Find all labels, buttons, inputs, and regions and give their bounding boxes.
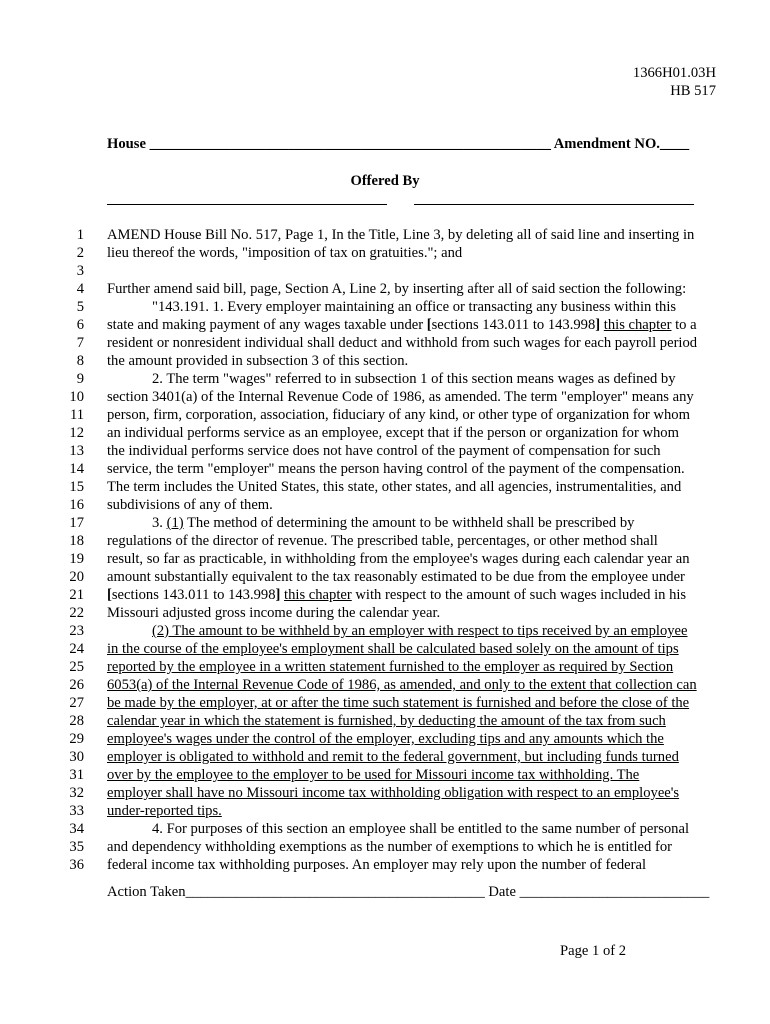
line-number: 4 (76, 281, 84, 297)
text-segment: sections 143.011 to 143.998 (111, 587, 276, 603)
line-text (107, 424, 679, 442)
text-line (0, 352, 770, 370)
line-number: 19 (69, 551, 84, 567)
text-segment: person, firm, corporation, association, fiduciary of any kind, or other type of organization for whom (107, 407, 690, 423)
line-text (107, 856, 646, 874)
text-line (0, 712, 770, 730)
text-line (0, 748, 770, 766)
text-segment: The term includes the United States, this state, other states, and all agencies, instrumentalities, and (107, 479, 682, 495)
sponsor-signature-line-2 (414, 204, 694, 205)
inserted-text: (2) The amount to be withheld by an employer with respect to tips received by an employee (152, 623, 688, 639)
offered-by-heading: Offered By (350, 173, 420, 189)
house-blank: _______________________________________________________ (149, 136, 551, 152)
inserted-text: employer shall have no Missouri income tax withholding obligation with respect to an employee's (107, 785, 680, 801)
text-line (0, 532, 770, 550)
text-segment: federal income tax withholding purposes. An employer may rely upon the number of federal (107, 857, 646, 873)
inserted-text: this chapter (603, 317, 672, 333)
line-number: 10 (69, 389, 84, 405)
line-number: 31 (69, 767, 84, 783)
text-segment: AMEND House Bill No. 517, Page 1, In the Title, Line 3, by deleting all of said line and inserting in (107, 227, 695, 243)
line-number: 26 (69, 677, 84, 693)
inserted-text: under-reported tips. (107, 803, 222, 819)
inserted-text: (1) (166, 515, 184, 531)
line-text (107, 406, 690, 424)
text-segment: lieu thereof the words, "imposition of tax on gratuities."; and (107, 245, 463, 261)
line-number: 18 (69, 533, 84, 549)
text-segment: section 3401(a) of the Internal Revenue Code of 1986, as amended. The term "employer" means any (107, 389, 694, 405)
line-number: 17 (69, 515, 84, 531)
text-line (0, 586, 770, 604)
inserted-text: reported by the employee in a written statement furnished to the employer as required by Section (107, 659, 674, 675)
text-segment: with respect to the amount of such wages included in his (351, 587, 687, 603)
line-text (107, 316, 697, 334)
text-segment: and dependency withholding exemptions as the number of exemptions to which he is entitled for (107, 839, 672, 855)
line-number: 35 (69, 839, 84, 855)
text-line (0, 766, 770, 784)
line-number: 13 (69, 443, 84, 459)
line-text (107, 568, 685, 586)
line-text (107, 478, 681, 496)
line-number: 24 (69, 641, 84, 657)
line-number: 28 (69, 713, 84, 729)
line-text (107, 352, 408, 370)
inserted-text: employer is obligated to withhold and remit to the federal government, but including funds turned (107, 749, 679, 765)
line-number: 25 (69, 659, 84, 675)
inserted-text: employee's wages under the control of the employer, excluding tips and any amounts which the (107, 731, 664, 747)
deletion-bracket: [ (426, 317, 432, 333)
line-number: 11 (69, 407, 84, 423)
text-line (0, 370, 770, 388)
date-label: Date (488, 884, 516, 900)
text-segment: amount substantially equivalent to the tax reasonably estimated to be due from the employee under (107, 569, 685, 585)
line-number: 9 (76, 371, 84, 387)
line-text (107, 334, 697, 352)
text-line (0, 856, 770, 874)
line-text (152, 622, 688, 640)
line-text (107, 640, 679, 658)
line-text (107, 766, 639, 784)
text-segment: the amount provided in subsection 3 of this section. (107, 353, 409, 369)
line-text (107, 226, 694, 244)
text-line (0, 478, 770, 496)
text-segment: regulations of the director of revenue. The prescribed table, percentages, or other method shall (107, 533, 658, 549)
line-number: 32 (69, 785, 84, 801)
line-text (152, 298, 676, 316)
line-text (107, 586, 686, 604)
line-number: 3 (76, 263, 84, 279)
line-text (107, 676, 697, 694)
text-segment: Missouri adjusted gross income during the calendar year. (107, 605, 441, 621)
line-text (107, 712, 666, 730)
line-number: 7 (76, 335, 84, 351)
text-line (0, 244, 770, 262)
line-text (107, 604, 440, 622)
line-text (152, 820, 689, 838)
text-segment: Further amend said bill, page, Section A, Line 2, by inserting after all of said section the following: (107, 281, 687, 297)
page-number: Page 1 of 2 (560, 943, 627, 959)
line-text (107, 388, 694, 406)
line-number: 16 (69, 497, 84, 513)
text-line (0, 280, 770, 298)
line-text (107, 748, 679, 766)
line-number: 5 (76, 299, 84, 315)
text-line (0, 334, 770, 352)
bill-id: HB 517 (670, 83, 716, 99)
text-line (0, 316, 770, 334)
line-text (107, 802, 222, 820)
line-number: 6 (76, 317, 84, 333)
line-number: 33 (69, 803, 84, 819)
amendment-text (0, 226, 770, 874)
line-text (107, 658, 673, 676)
text-line (0, 550, 770, 568)
text-line (0, 496, 770, 514)
line-text (152, 514, 634, 532)
text-line (0, 802, 770, 820)
text-segment: an individual performs service as an employee, except that if the person or organization for whom (107, 425, 679, 441)
line-number: 22 (69, 605, 84, 621)
text-line (0, 424, 770, 442)
text-line (0, 388, 770, 406)
line-text (107, 694, 689, 712)
line-number: 29 (69, 731, 84, 747)
text-line (0, 460, 770, 478)
text-line (0, 604, 770, 622)
line-text (107, 460, 685, 478)
text-line (0, 820, 770, 838)
line-number: 23 (69, 623, 84, 639)
line-number: 36 (69, 857, 84, 873)
line-number: 12 (69, 425, 84, 441)
text-line (0, 784, 770, 802)
action-taken-line (107, 884, 717, 901)
sponsor-signature-line-1 (107, 204, 387, 205)
line-number: 30 (69, 749, 84, 765)
house-amendment-header (107, 136, 715, 153)
line-number: 1 (76, 227, 84, 243)
inserted-text: 6053(a) of the Internal Revenue Code of 1986, as amended, and only to the extent that collection can (107, 677, 697, 693)
text-segment: service, the term "employer" means the person having control of the payment of the compensation. (107, 461, 685, 477)
line-number: 20 (69, 569, 84, 585)
text-segment: resident or nonresident individual shall deduct and withhold from such wages for each payroll period (107, 335, 698, 351)
line-text (152, 370, 676, 388)
date-blank: __________________________ (519, 884, 710, 900)
text-line (0, 694, 770, 712)
deletion-bracket: ] (595, 317, 601, 333)
line-text (107, 838, 672, 856)
text-line (0, 658, 770, 676)
line-number: 27 (69, 695, 84, 711)
inserted-text: be made by the employer, at or after the time such statement is furnished and before the close of the (107, 695, 690, 711)
text-segment: result, so far as practicable, in withholding from the employee's wages during each calendar year an (107, 551, 690, 567)
action-taken-blank: _________________________________________ (185, 884, 485, 900)
text-line (0, 640, 770, 658)
inserted-text: this chapter (284, 587, 352, 603)
line-text (107, 532, 658, 550)
inserted-text: over by the employee to the employer to be used for Missouri income tax withholding. The (107, 767, 640, 783)
inserted-text: in the course of the employee's employment shall be calculated based solely on the amount of tips (107, 641, 679, 657)
line-text (107, 784, 679, 802)
text-line (0, 838, 770, 856)
amendment-label: Amendment NO. (553, 136, 660, 152)
text-segment: subdivisions of any of them. (107, 497, 273, 513)
text-segment: The method of determining the amount to be withheld shall be prescribed by (183, 515, 635, 531)
house-label: House (107, 136, 146, 152)
deletion-bracket: ] (275, 587, 281, 603)
line-text (107, 442, 661, 460)
text-line (0, 226, 770, 244)
line-text (107, 550, 690, 568)
text-line (0, 514, 770, 532)
text-segment: the individual performs service does not have control of the payment of compensation for such (107, 443, 661, 459)
text-segment: state and making payment of any wages taxable under (107, 317, 427, 333)
text-line (0, 406, 770, 424)
action-taken-label: Action Taken (107, 884, 186, 900)
line-number: 8 (76, 353, 84, 369)
text-segment: "143.191. 1. Every employer maintaining an office or transacting any business within this (152, 299, 677, 315)
text-segment: 4. For purposes of this section an employee shall be entitled to the same number of personal (152, 821, 690, 837)
line-number: 2 (76, 245, 84, 261)
text-line (0, 298, 770, 316)
inserted-text: calendar year in which the statement is furnished, by deducting the amount of the tax from such (107, 713, 666, 729)
text-segment: to a (671, 317, 697, 333)
text-line (0, 568, 770, 586)
line-number: 21 (69, 587, 84, 603)
line-number: 34 (69, 821, 84, 837)
text-segment: sections 143.011 to 143.998 (431, 317, 596, 333)
text-line (0, 676, 770, 694)
text-segment: 3. (152, 515, 167, 531)
deletion-bracket: [ (107, 587, 112, 603)
text-line (0, 730, 770, 748)
line-text (107, 244, 462, 262)
line-number: 14 (69, 461, 84, 477)
amendment-blank: ____ (659, 136, 690, 152)
text-line (0, 262, 770, 280)
line-text (107, 730, 664, 748)
line-text (107, 280, 686, 298)
text-segment: 2. The term "wages" referred to in subsection 1 of this section means wages as defined by (152, 371, 676, 387)
text-line (0, 622, 770, 640)
document-id: 1366H01.03H (632, 65, 716, 81)
text-line (0, 442, 770, 460)
line-text (107, 496, 273, 514)
line-number: 15 (69, 479, 84, 495)
